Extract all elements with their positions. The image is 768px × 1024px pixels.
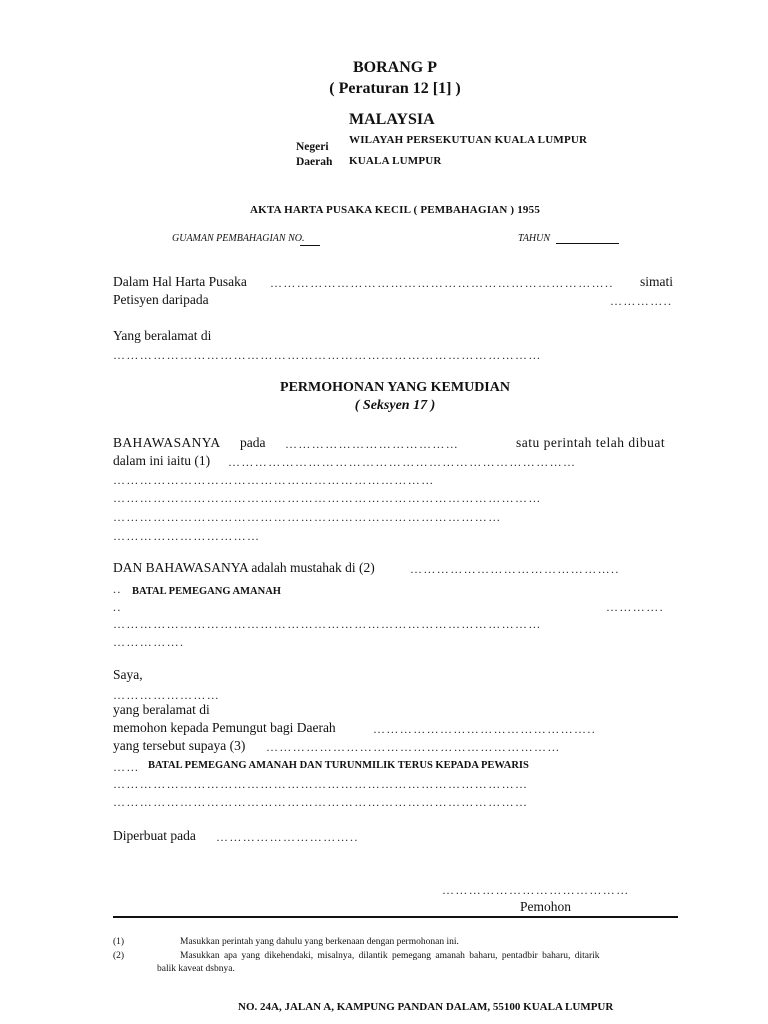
petition-label: Petisyen daripada: [113, 292, 209, 307]
footnote-2-text: Masukkan apa yang dikehendaki, misalnya, dilantik pemegang amanah baharu, pentadbir baharu, ditarik: [180, 951, 600, 961]
whereas-lead: BAHAWASANYA: [113, 435, 221, 450]
petitioner-blank[interactable]: …………..: [610, 294, 673, 308]
request-insert-text: BATAL PEMEGANG AMANAH DAN TURUNMILIK TERUS KEPADA PEWARIS: [148, 760, 529, 771]
necessity-blank-4[interactable]: …………….: [113, 635, 185, 649]
act-title: AKTA HARTA PUSAKA KECIL ( PEMBAHAGIAN ) 1955: [249, 204, 541, 216]
previous-order-blank-1[interactable]: ……………………………………………………………………: [228, 455, 577, 469]
request-detail-blank-2[interactable]: …………………………………………………………………………………: [113, 777, 529, 791]
applicant-name-blank[interactable]: ……………………: [113, 688, 221, 702]
previous-order-blank-3[interactable]: ……………………………………………………………………………………: [113, 491, 542, 505]
necessity-blank-2[interactable]: ………….: [606, 600, 664, 614]
footnote-divider: [113, 916, 678, 918]
address-label: Yang beralamat di: [113, 328, 212, 343]
request-text: memohon kepada Pemungut bagi Daerah: [113, 720, 336, 735]
previous-order-blank-2[interactable]: ………………………………………………………………: [113, 473, 435, 487]
made-at-blank[interactable]: …………………………..: [216, 830, 359, 844]
necessity-insert-text: BATAL PEMEGANG AMANAH: [132, 586, 281, 597]
order-made-text: satu perintah telah dibuat: [516, 435, 666, 450]
section-subtitle: ( Seksyen 17 ): [354, 398, 436, 413]
regulation-reference: ( Peraturan 12 [1] ): [329, 80, 461, 97]
address-blank[interactable]: ……………………………………………………………………………………: [113, 348, 542, 362]
saya-label: Saya,: [113, 667, 143, 682]
signature-label: Pemohon: [520, 899, 572, 914]
so-that-text: yang tersebut supaya (3): [113, 738, 246, 753]
district-blank[interactable]: …………………………………………..: [373, 722, 597, 736]
footnote-1-text: Masukkan perintah yang dahulu yang berkenaan dengan permohonan ini.: [180, 937, 459, 947]
footnote-2-number: (2): [113, 951, 125, 961]
year-blank[interactable]: [556, 243, 619, 244]
necessity-lead-dots: ..: [113, 582, 122, 596]
second-whereas: DAN BAHAWASANYA adalah mustahak di (2): [113, 560, 375, 575]
order-date-blank[interactable]: …………………………………: [285, 437, 460, 451]
request-detail-blank-3[interactable]: …………………………………………………………………………………: [113, 795, 529, 809]
district-label: Daerah: [296, 156, 333, 168]
whereas-pada: pada: [240, 435, 266, 450]
applicant-address-label: yang beralamat di: [113, 702, 210, 717]
form-title: BORANG P: [353, 59, 437, 76]
district-value: KUALA LUMPUR: [349, 155, 442, 167]
footer-address: NO. 24A, JALAN A, KAMPUNG PANDAN DALAM, 55100 KUALA LUMPUR: [238, 1001, 614, 1013]
deceased-name-blank[interactable]: …………………………………………………………………..: [270, 276, 614, 290]
made-at-label: Diperbuat pada: [113, 828, 196, 843]
signature-blank[interactable]: ……………………………………: [442, 883, 630, 897]
necessity-dots-left: ..: [113, 600, 122, 614]
footnote-2-continuation: balik kaveat dsbnya.: [157, 964, 235, 974]
previous-order-blank-4[interactable]: ……………………………………………………………………………: [113, 510, 502, 524]
request-lead-dots: ……: [113, 760, 140, 774]
case-number-label: GUAMAN PEMBAHAGIAN NO.: [172, 233, 305, 244]
section-title: PERMOHONAN YANG KEMUDIAN: [280, 380, 510, 395]
year-label: TAHUN: [518, 233, 551, 244]
previous-order-blank-5[interactable]: ……………………………: [113, 529, 261, 543]
request-detail-blank[interactable]: …………………………………………………………: [266, 740, 561, 754]
deceased-suffix: simati: [640, 274, 673, 289]
country-name: MALAYSIA: [349, 111, 435, 128]
case-number-blank[interactable]: [300, 245, 320, 246]
footnote-1-number: (1): [113, 937, 125, 947]
state-label: Negeri: [296, 141, 329, 153]
state-value: WILAYAH PERSEKUTUAN KUALA LUMPUR: [349, 134, 588, 146]
necessity-blank-3[interactable]: ……………………………………………………………………………………: [113, 617, 542, 631]
estate-label: Dalam Hal Harta Pusaka: [113, 274, 247, 289]
whereas-line2: dalam ini iaitu (1): [113, 453, 211, 468]
necessity-blank[interactable]: ………………………………………..: [410, 562, 620, 576]
